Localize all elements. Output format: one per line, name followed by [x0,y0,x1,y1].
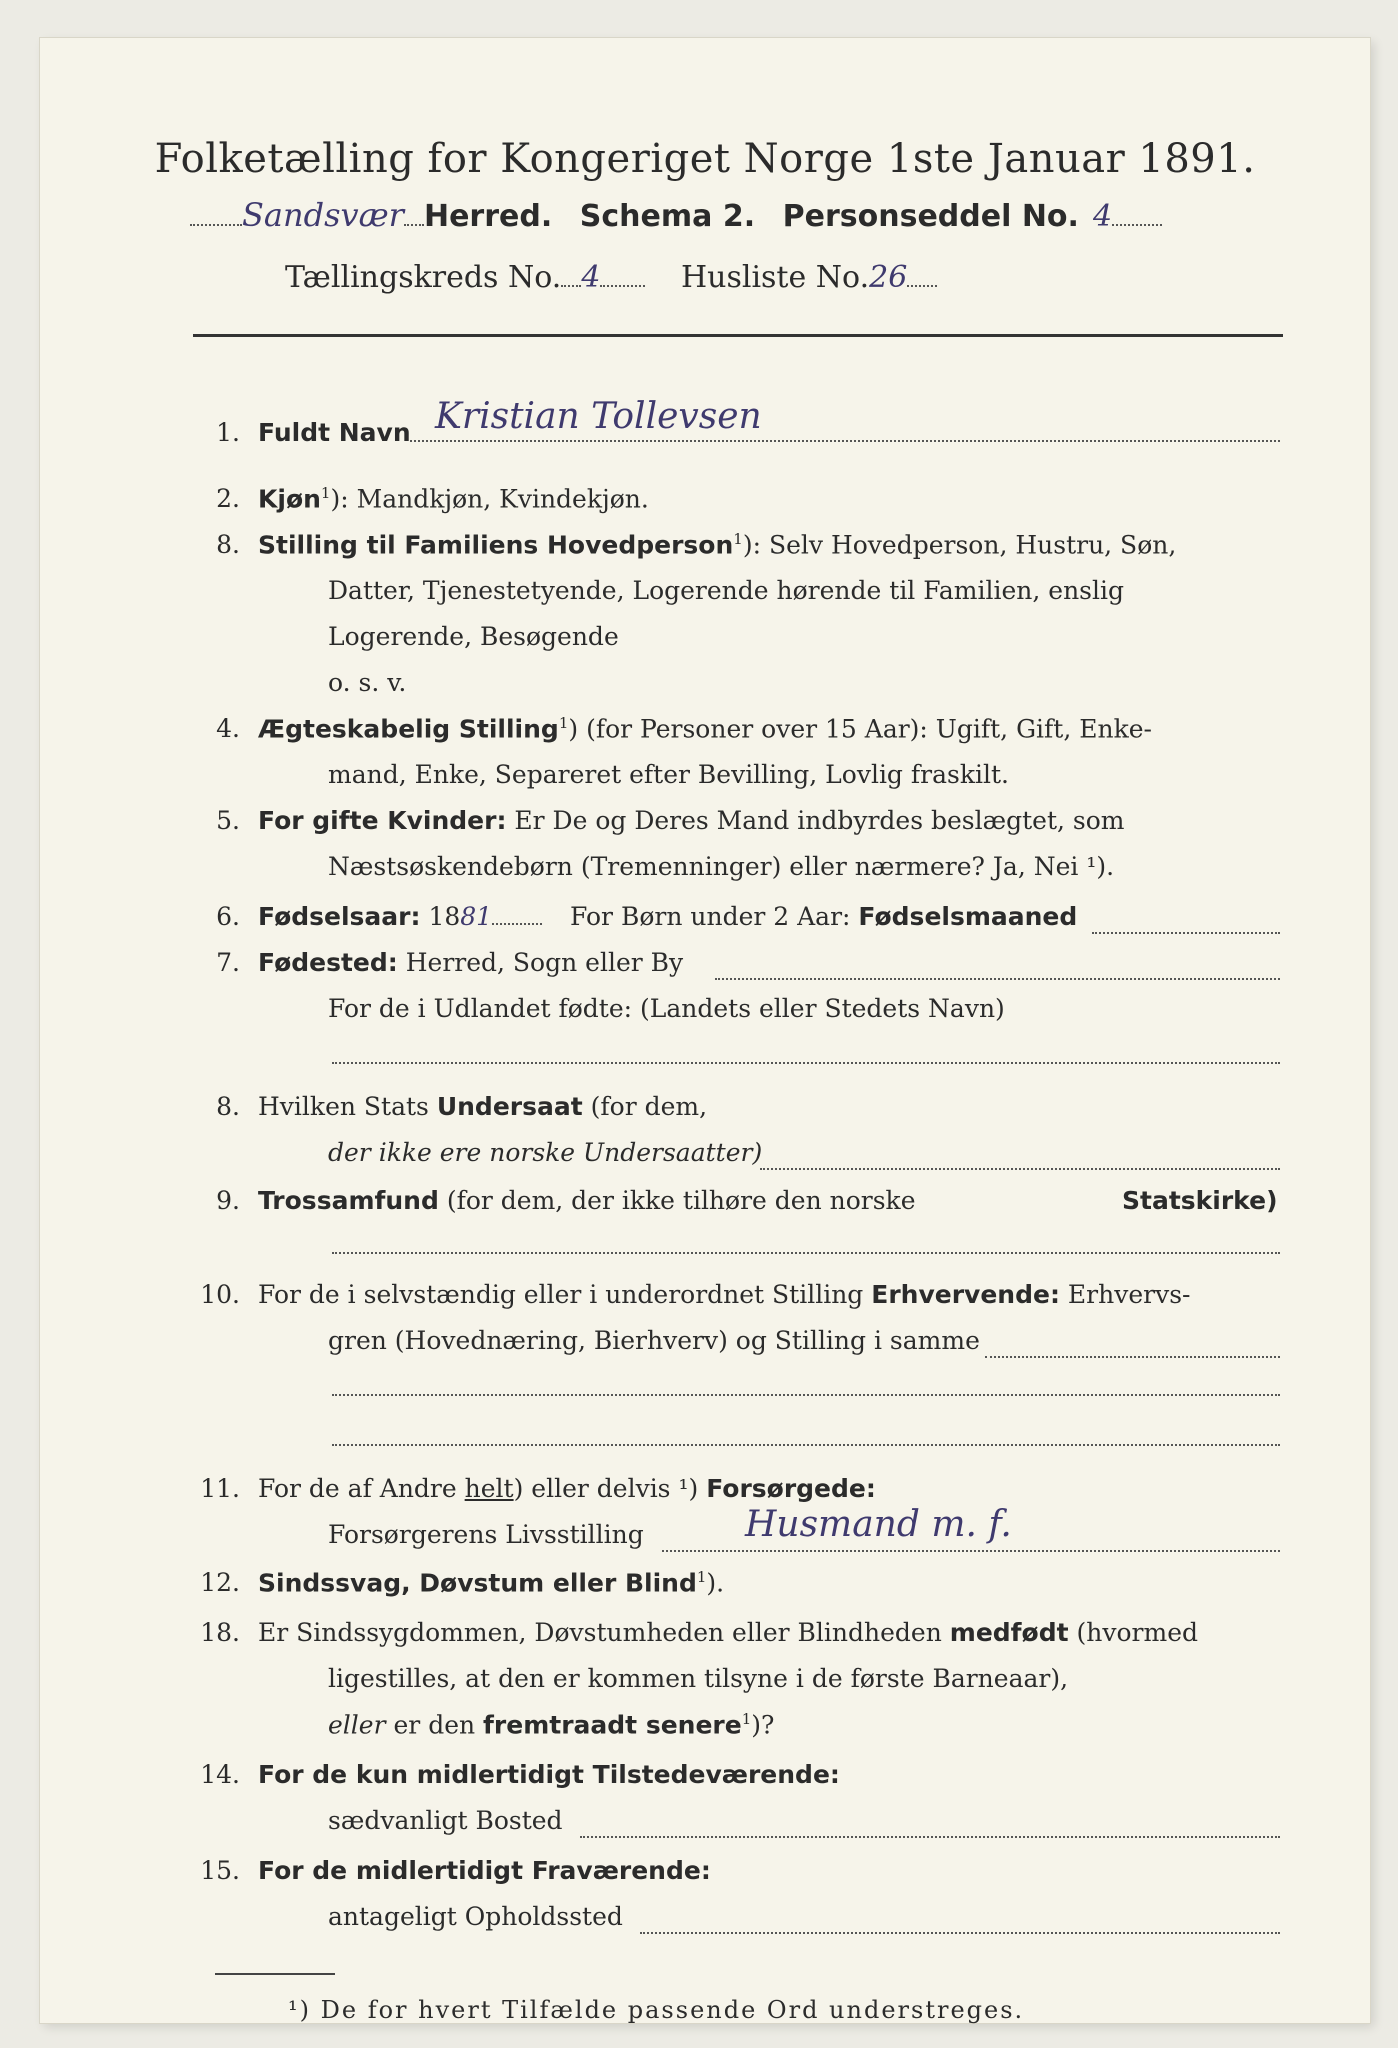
q9-number: 9. [216,1186,240,1215]
q5-line2: Næstsøskendebørn (Tremenninger) eller nærmere? Ja, Nei ¹). [328,852,1115,881]
q4-label: Ægteskabelig Stilling [258,714,559,744]
q6-year-value: 81 [460,902,493,931]
q1-number: 1. [216,418,240,447]
q5-label: For gifte Kvinder: [258,806,507,835]
herred-value: Sandsvær [242,196,404,234]
q6-row: Fødselsaar: 1881 For Børn under 2 Aar: Fødselsmaaned [258,902,1078,931]
q4-line2: mand, Enke, Separeret efter Bevilling, Lovlig fraskilt. [328,760,1009,789]
q3-row: Stilling til Familiens Hovedperson$^1$): Selv Hovedperson, Hustru, Søn, [258,530,1177,560]
q5-row [258,806,1125,835]
q11-line2: Forsørgerens Livsstilling [328,1520,644,1549]
q11-row: For de af Andre helt) eller delvis ¹) Forsørgede: [258,1474,876,1503]
q6-label: Fødselsaar: [258,902,421,931]
footnote-text: ¹) De for hvert Tilfælde passende Ord understreges. [288,1996,1025,2024]
q10-line2: gren (Hovednæring, Bierhverv) og Stilling i samme [328,1326,980,1355]
q12-row: Sindssvag, Døvstum eller Blind$^1$). [258,1568,725,1598]
q10-number: 10. [200,1280,240,1309]
q3-line3: Logerende, Besøgende [328,622,619,651]
footnote-rule [215,1973,335,1975]
q7-fill-line [715,952,1280,980]
q7-label: Fødested: [258,948,398,977]
q11-livsstilling-value: Husmand m. f. [745,1504,1012,1545]
q8-number: 8. [216,1092,240,1121]
q14-line2: sædvanligt Bosted [328,1806,563,1835]
q7-blank-line [332,1048,1280,1064]
q10-blank-line-2 [332,1430,1280,1446]
q13-number: 18. [200,1618,240,1647]
q6-fill-line [1092,906,1280,934]
header-divider [193,334,1283,337]
q9-label: Trossamfund [258,1186,439,1215]
kreds-line [285,260,937,295]
q15-number: 15. [200,1856,240,1885]
q3-label: Stilling til Familiens Hovedperson [258,530,734,560]
q8-row: Hvilken Stats Undersaat (for dem, [258,1092,708,1121]
personseddel-label: Personseddel No. [782,199,1079,234]
q2-label: Kjøn [258,484,321,514]
q1-label: Fuldt Navn [258,418,411,447]
herred-label: Herred. [423,199,553,234]
husliste-value: 26 [869,260,908,295]
q14-fill-line [580,1810,1280,1838]
q2-text: ): Mandkjøn, Kvindekjøn. [330,484,649,514]
q7-line1: Herred, Sogn eller By [405,948,684,977]
q8-fill-line [760,1142,1280,1170]
q3-line4: o. s. v. [328,668,407,697]
herred-line [190,196,1162,234]
q5-number: 5. [216,806,240,835]
q4-line1: ) (for Personer over 15 Aar): Ugift, Gift, Enke- [568,714,1152,744]
q15-fill-line [640,1906,1280,1934]
q1-row [258,418,411,447]
q2-number: 2. [216,484,240,513]
q15-label: For de midlertidigt Fraværende: [258,1856,711,1885]
q4-row: Ægteskabelig Stilling$^1$) (for Personer over 15 Aar): Ugift, Gift, Enke- [258,714,1152,744]
q12-label: Sindssvag, Døvstum eller Blind [258,1568,697,1598]
q14-label: For de kun midlertidigt Tilstedeværende: [258,1760,840,1789]
q10-blank-line-1 [332,1380,1280,1396]
census-form-page [40,38,1370,2023]
personseddel-value: 4 [1092,199,1113,234]
husliste-label: Husliste No. [680,260,870,295]
q3-line1: ): Selv Hovedperson, Hustru, Søn, [742,530,1177,560]
q3-number: 8. [216,530,240,559]
q8-line2: der ikke ere norske Undersaatter) [328,1138,763,1167]
q13-line2: ligestilles, at den er kommen tilsyne i de første Barneaar), [328,1664,1069,1693]
q9-end: Statskirke) [1122,1186,1278,1215]
q12-number: 12. [200,1568,240,1597]
kreds-value: 4 [581,260,601,295]
q10-fill-line [985,1330,1280,1358]
schema-label: Schema 2. [579,199,756,234]
form-title: Folketælling for Kongeriget Norge 1ste Januar 1891. [154,136,1256,182]
q6-number: 6. [216,902,240,931]
q5-line1: Er De og Deres Mand indbyrdes beslægtet, som [514,806,1125,835]
q9-row: Trossamfund (for dem, der ikke tilhøre den norske [258,1186,916,1215]
q7-number: 7. [216,948,240,977]
q13-row: Er Sindssygdommen, Døvstumheden eller Blindheden medfødt (hvormed [258,1618,1199,1647]
q7-line2: For de i Udlandet fødte: (Landets eller Stedets Navn) [328,994,1005,1023]
q9-blank-line [332,1238,1280,1254]
q2-row: Kjøn$^1$): Mandkjøn, Kvindekjøn. [258,484,649,514]
kreds-label: Tællingskreds No. [285,260,562,295]
q4-number: 4. [216,714,240,743]
q15-line2: antageligt Opholdssted [328,1902,623,1931]
q3-line2: Datter, Tjenestetyende, Logerende hørende til Familien, enslig [328,576,1125,605]
q11-number: 11. [200,1474,240,1503]
q13-line3: eller er den fremtraadt senere$^1$)? [328,1710,775,1740]
q14-number: 14. [200,1760,240,1789]
q7-row [258,948,683,977]
q1-name-value: Kristian Tollevsen [435,396,762,437]
q10-row: For de i selvstændig eller i underordnet Stilling Erhvervende: Erhvervs- [258,1280,1191,1309]
